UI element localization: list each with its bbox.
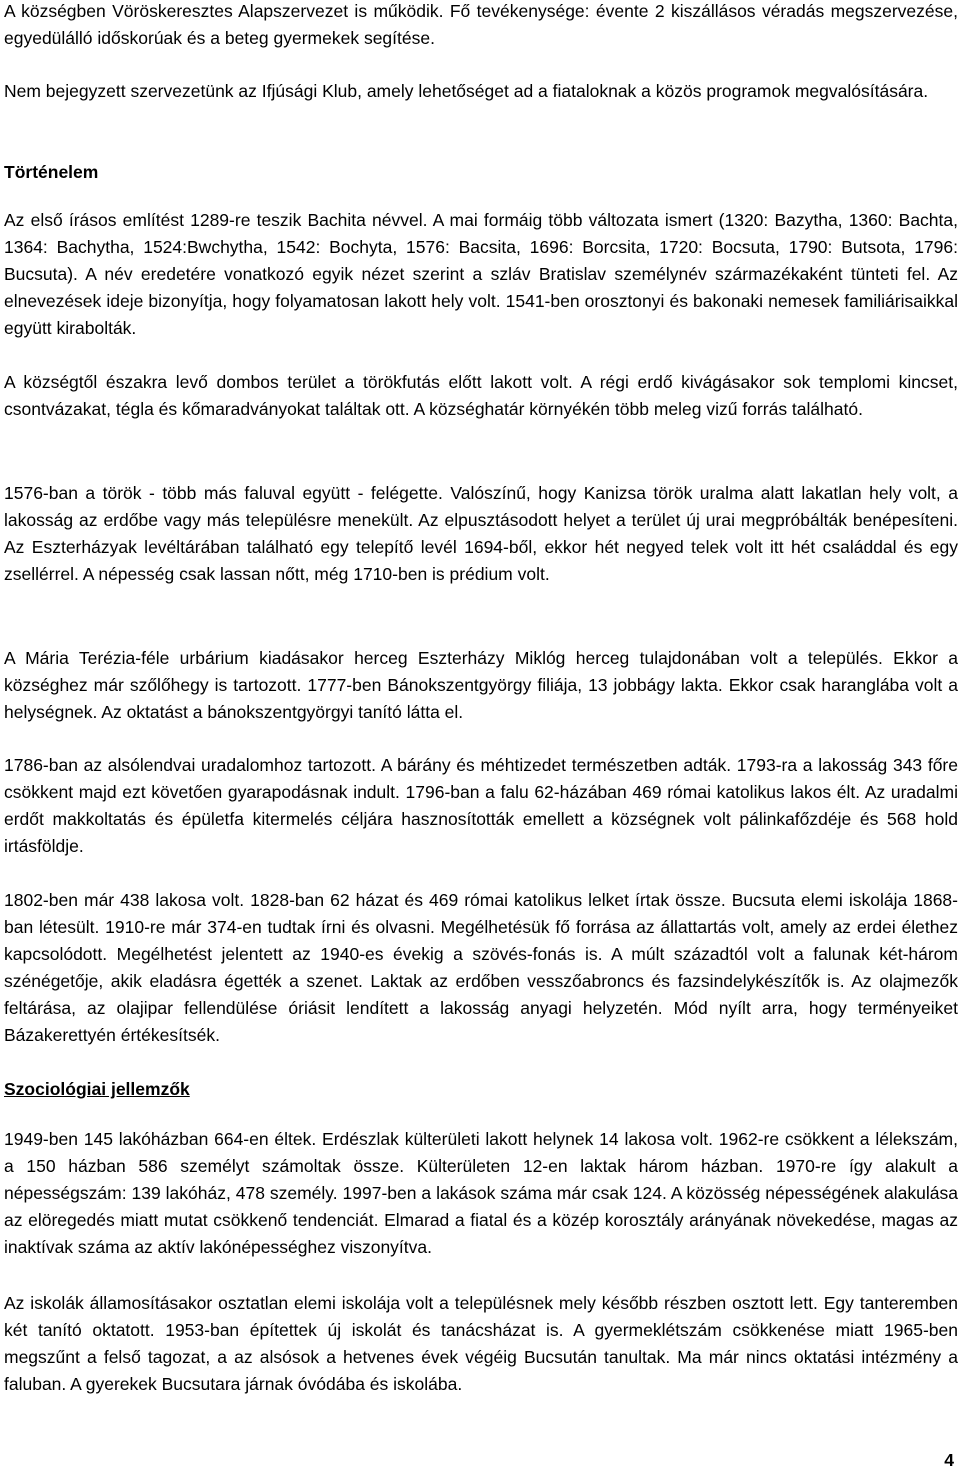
heading-tortenelem: Történelem xyxy=(4,162,99,182)
paragraph-ifjusagi-klub: Nem bejegyzett szervezetünk az Ifjúsági Klub, amely lehetőséget ad a fiataloknak a közös programok megvalósítására. xyxy=(4,81,929,101)
paragraph-1949: 1949-ben 145 lakóházban 664-en éltek. Erdészlak külterületi lakott helynek 14 lakosa volt. 1962-re csökkent a lélekszám, a 150 házban 586 személyt számoltak össze. Külterületen 12-en laktak három házban. 1970-re így alakult a népességszám: 139 lakóház, 478 személy. 1997-ben a lakások száma már csak 124. A közösség népességének alakulása az elöregedés miatt mutat csökkenő tendenciát. Elmarad a fiatal és a közép korosztály arányának növekedése, magas az inaktívak száma az aktív lakónépességhez viszonyítva. xyxy=(4,1129,958,1257)
paragraph-torok-felegette: 1576-ban a török - több más faluval együtt - felégette. Valószínű, hogy Kanizsa török uralma alatt lakatlan hely volt, a lakosság az erdőbe vagy más településre menekült. Az elpusztásodott helyet a terület új urai megpróbálták benépesíteni. Az Eszterházyak levéltárában található egy telepítő levél 1694-ből, ekkor hét negyed telek volt itt hét családdal és egy zsellérrel. A népesség csak lassan nőtt, még 1710-ben is prédium volt. xyxy=(4,483,958,584)
paragraph-1802: 1802-ben már 438 lakosa volt. 1828-ban 62 házat és 469 római katolikus lelket írtak össze. Bucsuta elemi iskolája 1868-ban létesült. 1910-re már 374-en tudtak írni és olvasni. Megélhetésük fő forrása az állattartás volt, amely az erdei élethez kapcsolódott. Megélhetést jelentett az 1940-es évekig a szövés-fonás is. A múlt századtól volt a falunak két-három szénégetője, akik eladásra égették a szenet. Laktak az erdőben vesszőabroncs és fazsindelykészítők is. Az olajmezők feltárása, az olajipar fellendülése óriásit lendített a lakosság anyagi helyzetén. Mód nyílt arra, hogy terményeiket Bázakerettyén értékesítsék. xyxy=(4,890,958,1045)
heading-szociologiai: Szociológiai jellemzők xyxy=(4,1079,190,1099)
paragraph-elso-emlites: Az első írásos említést 1289-re teszik Bachita névvel. A mai formáig több változata ismert (1320: Bazytha, 1360: Bachta, 1364: Bachytha, 1524:Bwchytha, 1542: Bochyta, 1576: Bacsita, 1696: Borcsita, 1720: Bocsuta, 1790: Butsota, 1796: Bucsuta). A név eredetére vonatkozó egyik nézet szerint a szláv Bratislav személynév származékaként tünteti fel. Az elnevezések ideje bizonyítja, hogy folyamatosan lakott hely volt. 1541-ben orosztonyi és bakonaki nemesek familiárisaikkal együtt kirabolták. xyxy=(4,210,958,338)
page-number: 4 xyxy=(944,1450,954,1470)
paragraph-voroskereszt: A községben Vöröskeresztes Alapszervezet is működik. Fő tevékenysége: évente 2 kiszállásos véradás megszervezése, egyedülálló időskorúak és a beteg gyermekek segítése. xyxy=(4,1,958,48)
paragraph-dombos-terulet: A községtől északra levő dombos terület a törökfutás előtt lakott volt. A régi erdő kivágásakor sok templomi kincset, csontvázakat, tégla és kőmaradványokat találtak ott. A községhatár környékén több meleg vizű forrás található. xyxy=(4,372,958,419)
paragraph-1786: 1786-ban az alsólendvai uradalomhoz tartozott. A bárány és méhtizedet természetben adták. 1793-ra a lakosság 343 főre csökkent majd ezt követően gyarapodásnak indult. 1796-ban a falu 62-házában 469 római katolikus lakos élt. Az uradalmi erdőt makkoltatás és épületfa kitermelés céljára hasznosították emellett a községnek volt pálinkafőzdéje és 568 hold irtásföldje. xyxy=(4,755,958,856)
paragraph-maria-terezia: A Mária Terézia-féle urbárium kiadásakor herceg Eszterházy Miklóg herceg tulajdonában volt a település. Ekkor a községhez már szőlőhegy is tartozott. 1777-ben Bánokszentgyörgy filiája, 13 jobbágy lakta. Ekkor csak haranglába volt a helységnek. Az oktatást a bánokszentgyörgyi tanító látta el. xyxy=(4,648,958,722)
paragraph-iskolak: Az iskolák államosításakor osztatlan elemi iskolája volt a településnek mely később részben osztott lett. Egy tanteremben két tanító oktatott. 1953-ban építettek új iskolát és tanácsházat is. A gyermeklétszám csökkenése miatt 1965-ben megszűnt a felső tagozat, a az alsósok a hetvenes évek végéig Bucsután tanultak. Ma már nincs oktatási intézmény a faluban. A gyerekek Bucsutara járnak óvódába és iskolába. xyxy=(4,1293,958,1394)
